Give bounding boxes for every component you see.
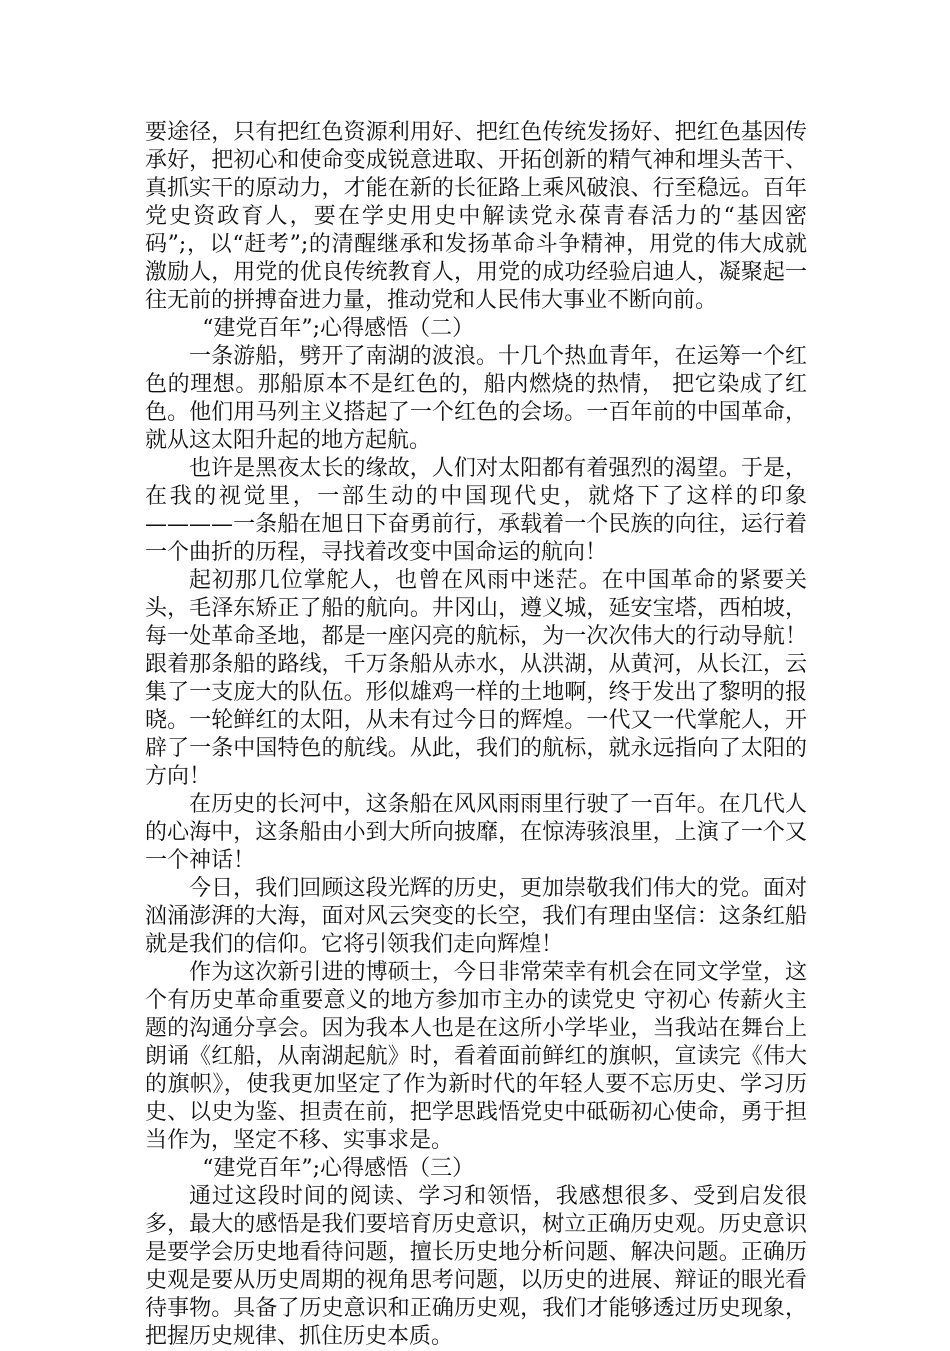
paragraph: 也许是黑夜太长的缘故，人们对太阳都有着强烈的渴望。于是，在我的视觉里，一部生动的中国现代史，就烙下了这样的印象————一条船在旭日下奋勇前行，承载着一个民族的向往，运行着一个曲折的历程，寻找着改变中国命运的航向！ [145,456,807,565]
section-heading-3: “建党百年”;心得感悟（三） [202,1156,475,1181]
paragraph: 今日，我们回顾这段光辉的历史，更加崇敬我们伟大的党。面对汹涌澎湃的大海，面对风云突变的长空，我们有理由坚信：这条红船就是我们的信仰。它将引领我们走向辉煌！ [145,876,807,957]
paragraph: 起初那几位掌舵人，也曾在风雨中迷茫。在中国革命的紧要关头，毛泽东矫正了船的航向。井冈山，遵义城，延安宝塔，西柏坡，每一处革命圣地，都是一座闪亮的航标，为一次次伟大的行动导航！跟着那条船的路线，千万条船从赤水，从洪湖，从黄河，从长江，云集了一支庞大的队伍。形似雄鸡一样的土地啊，终于发出了黎明的报晓。一轮鲜红的太阳，从未有过今日的辉煌。一代又一代掌舵人，开辟了一条中国特色的航线。从此，我们的航标，就永远指向了太阳的方向！ [145,568,807,789]
paragraph-continued: 要途径，只有把红色资源利用好、把红色传统发扬好、把红色基因传承好，把初心和使命变成锐意进取、开拓创新的精气神和埋头苦干、真抓实干的原动力，才能在新的长征路上乘风破浪、行至稳远。百年党史资政育人，要在学史用史中解读党永葆青春活力的“基因密码”;，以“赶考”;的清醒继承和发扬革命斗争精神，用党的伟大成就激励人，用党的优良传统教育人，用党的成功经验启迪人，凝聚起一往无前的拼搏奋进力量，推动党和人民伟大事业不断向前。 [145,120,807,313]
paragraph: 在历史的长河中，这条船在风风雨雨里行驶了一百年。在几代人的心海中，这条船由小到大所向披靡，在惊涛骇浪里，上演了一个又一个神话！ [145,792,807,873]
paragraph: 一条游船，劈开了南湖的波浪。十几个热血青年，在运筹一个红色的理想。那船原本不是红色的，船内燃烧的热情， 把它染成了红色。他们用马列主义搭起了一个红色的会场。一百年前的中国革命，就从这太阳升起的地方起航。 [145,344,807,453]
paragraph: 作为这次新引进的博硕士，今日非常荣幸有机会在同文学堂，这个有历史革命重要意义的地方参加市主办的读党史 守初心 传薪火主题的沟通分享会。因为我本人也是在这所小学毕业，当我站在舞台上朗诵《红船，从南湖起航》时，看着面前鲜红的旗帜，宣读完《伟大的旗帜》，使我更加坚定了作为新时代的年轻人要不忘历史、学习历史、以史为鉴、担责在前，把学思践悟党史中砥砺初心使命，勇于担当作为，坚定不移、实事求是。 [145,960,807,1153]
paragraph: 通过这段时间的阅读、学习和领悟，我感想很多、受到启发很多，最大的感悟是我们要培育历史意识，树立正确历史观。历史意识是要学会历史地看待问题，擅长历史地分析问题、解决问题。正确历史观是要从历史周期的视角思考问题，以历史的进展、辩证的眼光看待事物。具备了历史意识和正确历史观，我们才能够透过历史现象，把握历史规律、抓住历史本质。 [145,1184,807,1349]
section-heading-2: “建党百年”;心得感悟（二） [202,316,475,341]
document-page [145,119,807,1351]
